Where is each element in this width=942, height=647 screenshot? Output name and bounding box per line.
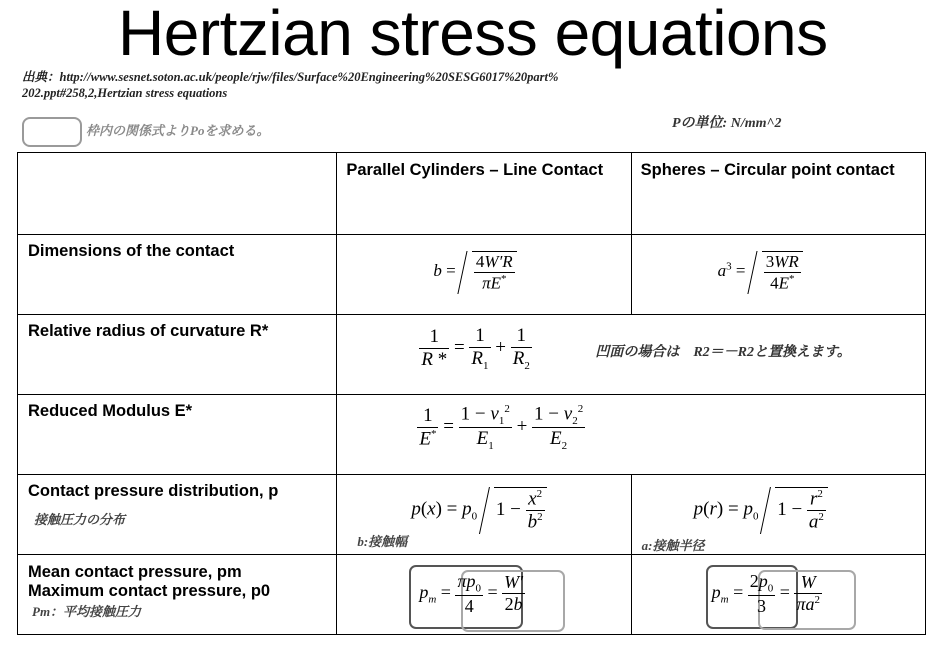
table-row-dimensions (18, 235, 926, 315)
formula-cylinder-pressure: $p(x) = p_0$ 1 − $\frac{x^2}{b^2}$ b:接触幅 (337, 475, 631, 555)
table-row-radius (18, 315, 926, 395)
legend-box-sample (22, 117, 82, 147)
pressure-note: 接触圧力の分布 (34, 512, 126, 527)
formula-sphere-mean: $p_m$ = $\frac{2p_0}{3}$ = $\frac{W}{\pi a^2}$ (631, 555, 925, 635)
source-citation (22, 69, 558, 101)
equation-table (17, 152, 926, 635)
formula-cylinder-mean: $p_m$ = $\frac{\pi p_0}{4}$ = $\frac{W'}{2b}$ (337, 555, 631, 635)
b-note: b:接触幅 (357, 534, 408, 549)
table-row-mean (18, 555, 926, 635)
row-label-radius: Relative radius of curvature R* (18, 315, 337, 395)
legend-text: 枠内の関係式よりPoを求める。 (86, 123, 270, 138)
mean-label: Mean contact pressure, pm (28, 563, 242, 581)
unit-note: Pの単位: N/mm^2 (672, 116, 782, 131)
formula-reduced-modulus: $\frac{1}{E^*}$ = $\frac{1 - \nu_1^2}{E_1}$ + $\frac{1 - \nu_2^2}{E_2}$ (337, 395, 926, 475)
row-label-mean (18, 555, 337, 635)
formula-sphere-radius: $a^3$ = $\frac{3WR}{4E^*}$ (631, 235, 925, 315)
header-cell-cylinders: Parallel Cylinders – Line Contact (337, 153, 631, 235)
table-row-pressure (18, 475, 926, 555)
formula-sphere-pressure: $p(r) = p_0$ 1 − $\frac{r^2}{a^2}$ a:接触半径 (631, 475, 925, 555)
page-title: Hertzian stress equations (118, 0, 828, 69)
source-line-1: 出典：http://www.sesnet.soton.ac.uk/people/rjw/files/Surface%20Engineering%20SESG6017%20part% (22, 70, 559, 84)
row-label-dimensions: Dimensions of the contact (18, 235, 337, 315)
a-note: a:接触半径 (641, 538, 705, 553)
table-header-row (18, 153, 926, 235)
table-row-modulus (18, 395, 926, 475)
header-cell-empty (18, 153, 337, 235)
source-line-2: 202.ppt#258,2,Hertzian stress equations (22, 86, 228, 100)
concave-note: 凹面の場合は R2＝－R2と置換えます。 (595, 345, 851, 360)
row-label-modulus: Reduced Modulus E* (18, 395, 337, 475)
header-cell-spheres: Spheres – Circular point contact (631, 153, 925, 235)
formula-cylinder-width: b = $\frac{4W'R}{\pi E^*}$ (337, 235, 631, 315)
formula-relative-radius: $\frac{1}{R *}$ = $\frac{1}{R_1}$ + $\frac{1}{R_2}$ 凹面の場合は R2＝－R2と置換えます。 (337, 315, 926, 395)
max-label: Maximum contact pressure, p0 (28, 582, 271, 600)
row-label-pressure: Contact pressure distribution, p 接触圧力の分布 (18, 475, 337, 555)
mean-note: Pm：平均接触圧力 (32, 604, 142, 619)
